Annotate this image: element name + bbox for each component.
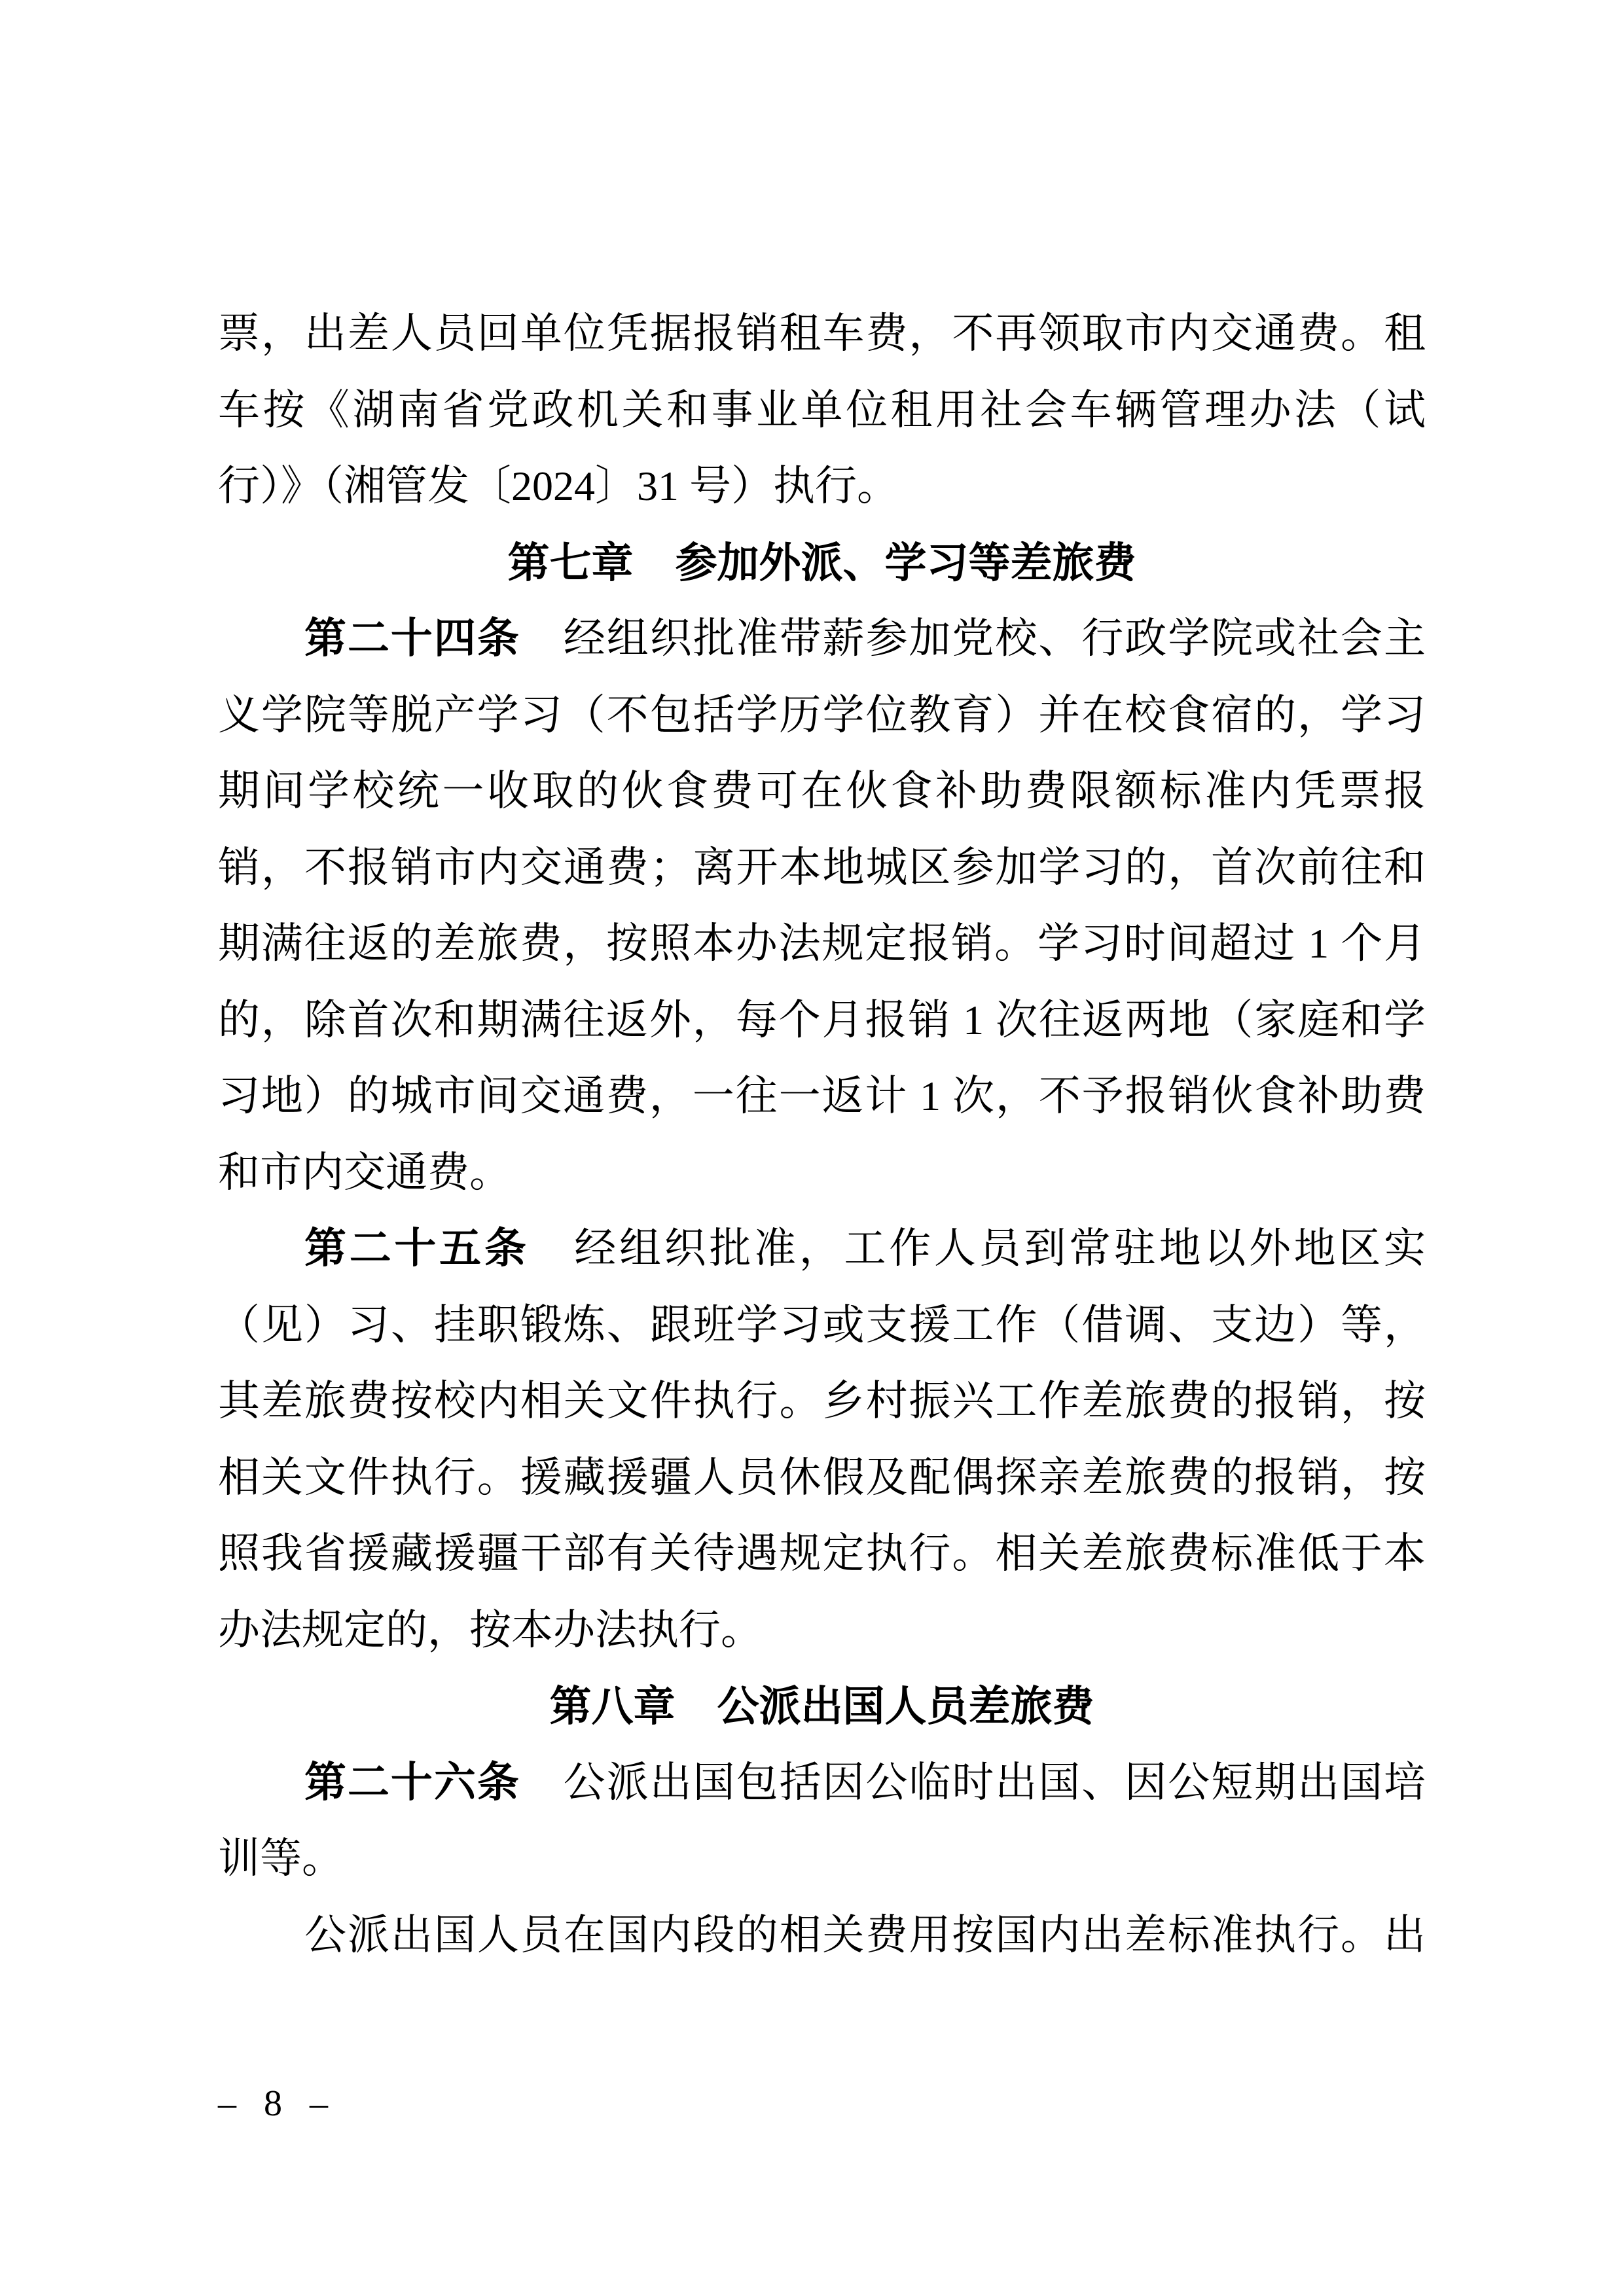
document-body: [218, 296, 1426, 1973]
article-25-text: 经组织批准，工作人员到常驻地以外地区实: [529, 1225, 1426, 1272]
article-26-first-line: [218, 1745, 1426, 1821]
article-25-term: 第二十五条: [304, 1225, 530, 1272]
page-number: – 8 –: [218, 2083, 337, 2124]
paragraph-line: 期满往返的差旅费，按照本办法规定报销。学习时间超过 1 个月: [218, 920, 1426, 967]
paragraph-line: （见）习、挂职锻炼、跟班学习或支援工作（借调、支边）等，: [218, 1301, 1426, 1348]
paragraph-line: 训等。: [218, 1835, 344, 1882]
article-24-first-line: [218, 601, 1426, 677]
chapter-7-heading: 第七章 参加外派、学习等差旅费: [507, 539, 1136, 586]
article-24-text: 经组织批准带薪参加党校、行政学院或社会主: [520, 615, 1426, 662]
article-26-text: 公派出国包括因公临时出国、因公短期出国培: [520, 1759, 1426, 1806]
paragraph-line: 义学院等脱产学习（不包括学历学位教育）并在校食宿的，学习: [218, 691, 1426, 738]
article-25-first-line: [218, 1211, 1426, 1287]
paragraph-line: 其差旅费按校内相关文件执行。乡村振兴工作差旅费的报销，按: [218, 1378, 1426, 1424]
paragraph-line: 期间学校统一收取的伙食费可在伙食补助费限额标准内凭票报: [218, 768, 1426, 814]
paragraph-line: 票，出差人员回单位凭据报销租车费，不再领取市内交通费。租: [218, 310, 1426, 357]
paragraph-line: 习地）的城市间交通费，一往一返计 1 次，不予报销伙食补助费: [218, 1073, 1426, 1119]
chapter-8-heading: 第八章 公派出国人员差旅费: [549, 1683, 1094, 1730]
article-26-term: 第二十六条: [304, 1759, 520, 1806]
paragraph-line: 办法规定的，按本办法执行。: [218, 1606, 763, 1653]
article-24-term: 第二十四条: [304, 615, 520, 662]
paragraph-line: 照我省援藏援疆干部有关待遇规定执行。相关差旅费标准低于本: [218, 1530, 1426, 1577]
paragraph-line: 车按《湖南省党政机关和事业单位租用社会车辆管理办法（试: [218, 386, 1426, 433]
paragraph-line: 相关文件执行。援藏援疆人员休假及配偶探亲差旅费的报销，按: [218, 1454, 1426, 1501]
paragraph-line: 的，除首次和期满往返外，每个月报销 1 次往返两地（家庭和学: [218, 996, 1426, 1043]
paragraph-line: 销，不报销市内交通费；离开本地城区参加学习的，首次前往和: [218, 844, 1426, 891]
paragraph-line: 行）》（湘管发〔2024〕31 号）执行。: [218, 463, 899, 509]
paragraph-line: 公派出国人员在国内段的相关费用按国内出差标准执行。出: [304, 1911, 1426, 1958]
paragraph-line: 和市内交通费。: [218, 1149, 511, 1196]
